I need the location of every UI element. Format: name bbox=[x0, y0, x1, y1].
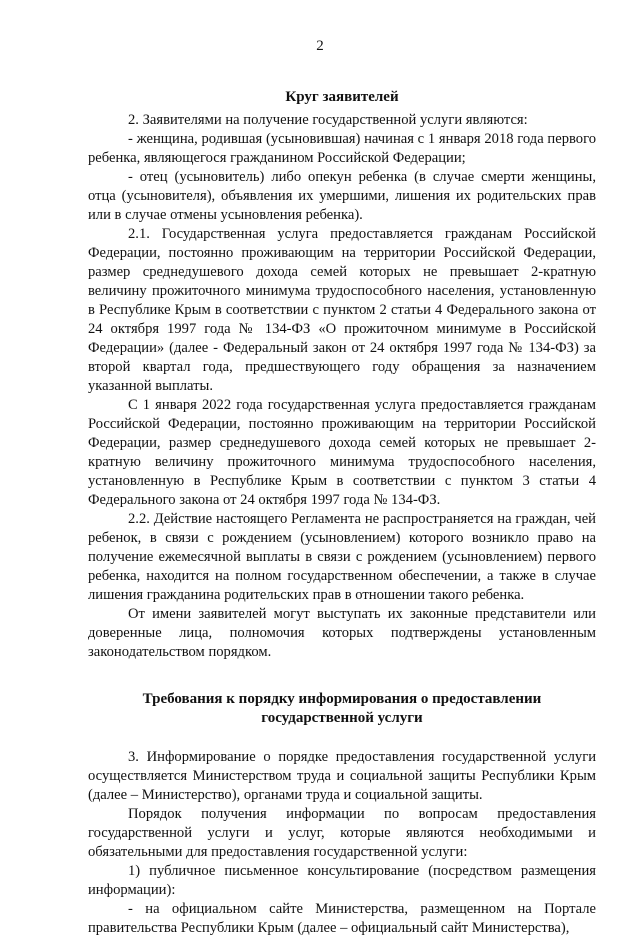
paragraph: - отец (усыновитель) либо опекун ребенка (в случае смерти женщины, отца (усыновителя), объявления их умершими, лишения их родительских прав или в случае отмены усыновления ребенка). bbox=[88, 169, 596, 223]
paragraph: - на официальном сайте Министерства, размещенном на Портале правительства Республики Крым (далее – официальный сайт Министерства), bbox=[88, 901, 596, 936]
paragraph: 2. Заявителями на получение государственной услуги являются: bbox=[128, 112, 528, 128]
section-heading-applicants: Круг заявителей bbox=[285, 89, 399, 105]
page-number: 2 bbox=[316, 38, 324, 54]
paragraph: - женщина, родившая (усыновившая) начиная с 1 января 2018 года первого ребенка, являющегося гражданином Российской Федерации; bbox=[88, 131, 596, 166]
paragraph: 3. Информирование о порядке предоставления государственной услуги осуществляется Министерством труда и социальной защиты Республики Крым (далее – Министерство), органами труда и социальной защиты. bbox=[88, 749, 596, 803]
paragraph: 2.1. Государственная услуга предоставляется гражданам Российской Федерации, постоянно проживающим на территории Российской Федерации, размер среднедушевого дохода семей которых не превышает 2-кратную величину прожиточного минимума трудоспособного населения, установленную в Республике Крым в соответствии с пунктом 2 статьи 4 Федерального закона от 24 октября 1997 года № 134-ФЗ «О прожиточном минимуме в Российской Федерации» (далее - Федеральный закон от 24 октября 1997 года № 134-ФЗ) за второй квартал года, предшествующего году обращения за назначением указанной выплаты. bbox=[88, 226, 596, 394]
paragraph: От имени заявителей могут выступать их законные представители или доверенные лица, полномочия которых подтверждены установленным законодательством порядком. bbox=[88, 606, 596, 660]
paragraph: Порядок получения информации по вопросам предоставления государственной услуги и услуг, которые являются необходимыми и обязательными для предоставления государственной услуги: bbox=[88, 806, 596, 860]
paragraph: 1) публичное письменное консультирование (посредством размещения информации): bbox=[88, 863, 596, 898]
paragraph: С 1 января 2022 года государственная услуга предоставляется гражданам Российской Федерации, постоянно проживающим на территории Российской Федерации, размер среднедушевого дохода семей которых не превышает 2-кратную величину прожиточного минимума трудоспособного населения, установленную в Республике Крым в соответствии с пунктом 3 статьи 4 Федерального закона от 24 октября 1997 года № 134-ФЗ. bbox=[88, 397, 596, 508]
section-heading-informing: Требования к порядку информирования о предоставлении государственной услуги bbox=[142, 691, 542, 726]
document-body bbox=[88, 88, 596, 938]
paragraph: 2.2. Действие настоящего Регламента не распространяется на граждан, чей ребенок, в связи с рождением (усыновлением) которого возникло право на получение ежемесячной выплаты в связи с рождением (усыновлением) первого ребенка, находится на полном государственном обеспечении, а также в случае лишения гражданина родительских прав в отношении такого ребенка. bbox=[88, 511, 596, 603]
